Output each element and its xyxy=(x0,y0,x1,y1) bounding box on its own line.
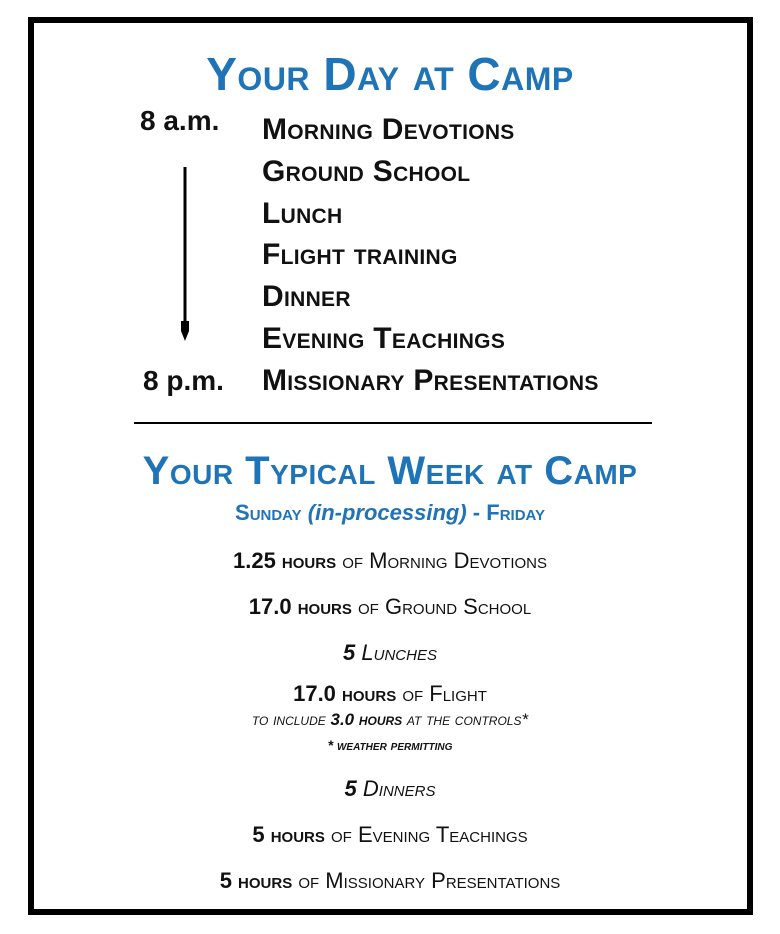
time-end: 8 p.m. xyxy=(143,365,224,396)
week-line-evening-teachings xyxy=(0,822,780,848)
flight-detail-prefix: to include xyxy=(251,710,331,729)
flight-detail xyxy=(0,710,780,730)
week-amount: 1.25 hours xyxy=(232,548,337,573)
week-amount: 17.0 hours xyxy=(248,594,352,619)
week-amount: 17.0 hours xyxy=(293,681,397,706)
week-start-day: Sunday xyxy=(235,500,302,525)
week-of: of xyxy=(336,548,370,573)
week-line-missionary-presentations xyxy=(0,868,780,894)
week-activity: Flight xyxy=(429,681,487,706)
week-activity: Evening Teachings xyxy=(357,822,528,847)
week-title: Your Typical Week at Camp xyxy=(142,449,638,493)
week-line-devotions xyxy=(0,548,780,574)
week-activity: Dinners xyxy=(356,776,436,801)
week-subtitle xyxy=(0,500,780,526)
week-amount: 5 hours xyxy=(219,868,293,893)
week-amount: 5 xyxy=(343,640,356,665)
week-amount: 5 xyxy=(344,776,357,801)
flight-detail-suffix: at the controls* xyxy=(402,710,529,729)
week-line-dinners xyxy=(0,776,780,802)
day-schedule-list xyxy=(262,108,599,401)
week-of: of xyxy=(396,681,430,706)
week-amount: 5 hours xyxy=(252,822,325,847)
schedule-item-lunch: Lunch xyxy=(262,196,343,230)
schedule-item-missionary-presentations: Missionary Presentations xyxy=(262,363,599,397)
week-of: of xyxy=(351,594,385,619)
schedule-item-ground-school: Ground School xyxy=(262,154,471,188)
schedule-item-evening-teachings: Evening Teachings xyxy=(262,321,506,355)
week-of: of xyxy=(292,868,326,893)
day-title: Your Day at Camp xyxy=(206,48,574,100)
schedule-item-flight-training: Flight training xyxy=(262,238,458,272)
section-divider xyxy=(134,422,652,424)
week-activity: Lunches xyxy=(355,640,437,665)
week-of: of xyxy=(324,822,358,847)
schedule-item-morning-devotions: Morning Devotions xyxy=(262,113,515,146)
week-start-note: (in-processing) xyxy=(307,500,467,525)
week-activity: Ground School xyxy=(384,594,532,619)
down-arrow-icon xyxy=(181,167,189,341)
week-end-day: Friday xyxy=(486,500,545,525)
schedule-item-dinner: Dinner xyxy=(262,280,351,314)
week-line-flight xyxy=(0,681,780,707)
week-activity: Morning Devotions xyxy=(369,548,547,573)
week-line-lunches xyxy=(0,640,780,666)
weather-footnote: * weather permitting xyxy=(327,737,453,753)
week-activity: Missionary Presentations xyxy=(325,868,561,893)
flight-detail-amount: 3.0 hours xyxy=(330,710,403,729)
week-range-separator: - xyxy=(466,500,487,525)
week-line-ground-school xyxy=(0,594,780,620)
time-start: 8 a.m. xyxy=(140,105,220,136)
